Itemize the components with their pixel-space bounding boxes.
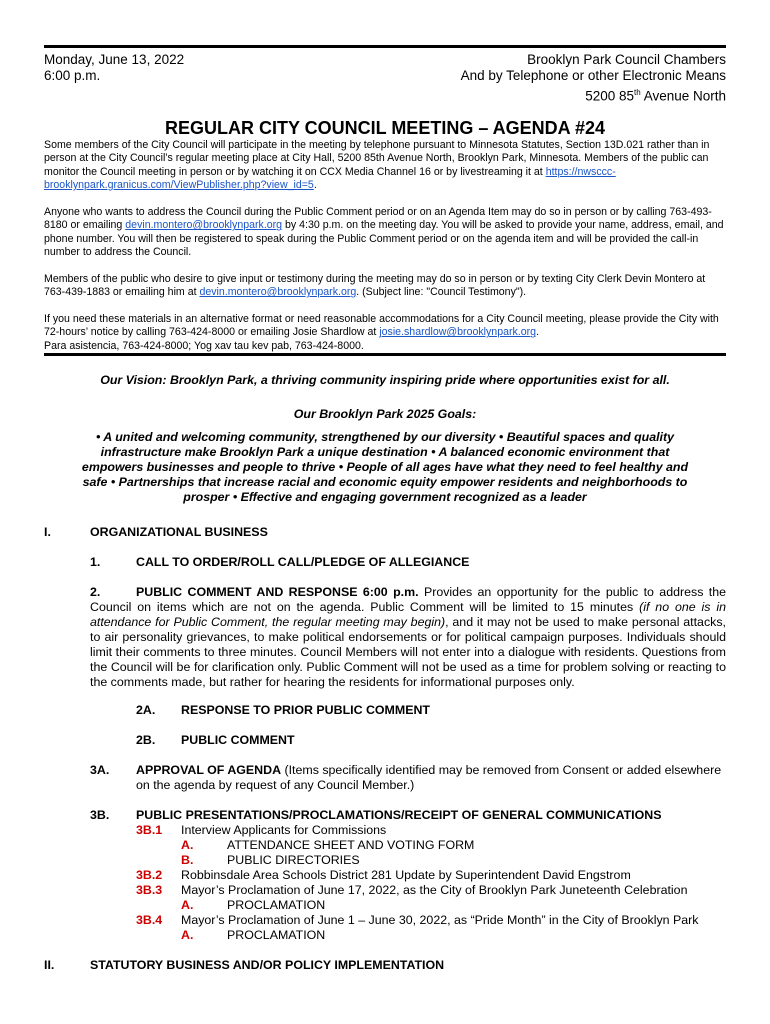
- page-title: REGULAR CITY COUNCIL MEETING – AGENDA #24: [164, 118, 606, 138]
- section-rule: [44, 353, 726, 356]
- item-approval-of-agenda: APPROVAL OF AGENDA (Items specifically identified may be removed from Consent or added elsewhere on the agenda by request of any Council Member.): [136, 763, 722, 792]
- email-link-josie[interactable]: josie.shardlow@brooklynpark.org: [379, 326, 537, 339]
- livestream-link[interactable]: https://nwsccc-brooklynpark.granicus.com/ViewPublisher.php?view_id=5: [44, 165, 616, 191]
- item-title-response: RESPONSE TO PRIOR PUBLIC COMMENT: [181, 703, 430, 717]
- sub-item-number: A.: [181, 928, 194, 942]
- section-title-statutory: STATUTORY BUSINESS AND/OR POLICY IMPLEMENTATION: [90, 958, 445, 972]
- meeting-location: Brooklyn Park Council Chambers: [527, 52, 726, 67]
- item-public-comment: 2. PUBLIC COMMENT AND RESPONSE 6:00 p.m. Provides an opportunity for the public to address the Council on items which are not on the agenda. Public Comment will be limited to 15 minutes (if no one is in attendance for Public Comment, the regular meeting may begin), and it may not be used to make personal attacks, to air personality grievances, to make political endorsements or for political campaign purposes. Individuals should limit their comments to three minutes. Council Members will not enter into a dialogue with residents. Questions from the Council will be for clarification only. Public Comment will not be used as a time for problem solving or reacting to the comments made, but rather for hearing the residents for informational purposes only.: [90, 585, 726, 689]
- meeting-address: 5200 85th Avenue North: [585, 88, 726, 104]
- item-number: 2A.: [136, 703, 156, 717]
- sub-item-number: 3B.2: [136, 868, 163, 882]
- sub-item-number: 3B.4: [136, 913, 163, 927]
- intro-paragraph-2: Anyone who wants to address the Council during the Public Comment period or on an Agenda Item may do so in person or by calling 763-493-8180 or emailing devin.montero@brooklynpark.org by 4:30 p.m. on the meeting day. You will be asked to provide your name, address, email, and phone number. You will then be registered to speak during the Public Comment period or on the agenda item and will be provided the call-in number to address the Council.: [44, 206, 724, 258]
- sub-item-number: 3B.3: [136, 883, 163, 897]
- sub-item-text: Mayor’s Proclamation of June 17, 2022, as the City of Brooklyn Park Juneteenth Celebration: [181, 883, 688, 897]
- goals-title: Our Brooklyn Park 2025 Goals:: [293, 407, 477, 421]
- sub-item-number: B.: [181, 853, 194, 867]
- goals-line: prosper • Effective and engaging government recognized as a leader: [183, 490, 587, 504]
- item-number: 2B.: [136, 733, 156, 747]
- item-title-public-comment: PUBLIC COMMENT: [181, 733, 295, 747]
- intro-paragraph-1: Some members of the City Council will participate in the meeting by telephone pursuant to Minnesota Statutes, Section 13D.021 rather than in person at the City Council’s regular meeting place at City Hall, 5200 85th Avenue North, Brooklyn Park, Minnesota. Members of the public can monitor the Council meeting in person or by watching it on CCX Media Channel 16 or by livestreaming it at https://nwsccc-brooklynpark.granicus.com/ViewPublisher.php?view_id=5.: [44, 139, 710, 191]
- item-number: 3B.: [90, 808, 110, 822]
- goals-line: empowers businesses and people to thrive • People of all ages have what they need to feel healthy and: [81, 460, 689, 474]
- meeting-location-remote: And by Telephone or other Electronic Means: [460, 68, 726, 83]
- sub-item-text: PROCLAMATION: [227, 928, 326, 942]
- sub-item-text: Robbinsdale Area Schools District 281 Update by Superintendent David Engstrom: [181, 868, 631, 882]
- top-rule: [44, 45, 726, 48]
- sub-item-text: Interview Applicants for Commissions: [181, 823, 387, 837]
- email-link-devin[interactable]: devin.montero@brooklynpark.org: [125, 219, 283, 232]
- meeting-time: 6:00 p.m.: [44, 68, 101, 83]
- intro-paragraph-4: If you need these materials in an alternative format or need reasonable accommodations for a City Council meeting, please provide the City with 72-hours’ notice by calling 763-424-8000 or emailing Josie Shardlow at josie.shardlow@brooklynpark.org. Para asistencia, 763-424-8000; Yog xav tau kev pab, 763-424-8000.: [44, 313, 719, 352]
- sub-item-number: A.: [181, 838, 194, 852]
- sub-item-text: PROCLAMATION: [227, 898, 326, 912]
- goals-list: [44, 430, 726, 505]
- section-number: II.: [44, 958, 55, 972]
- meeting-date: Monday, June 13, 2022: [44, 52, 185, 67]
- sub-item-number: A.: [181, 898, 194, 912]
- goals-line: safe • Partnerships that increase racial and economic equity empower residents and neighborhoods to: [82, 475, 688, 489]
- vision-statement: Our Vision: Brooklyn Park, a thriving community inspiring pride where opportunities exist for all.: [100, 373, 670, 387]
- goals-line: infrastructure make Brooklyn Park a unique destination • A balanced economic environment that: [100, 445, 670, 459]
- item-number: 1.: [90, 555, 101, 569]
- item-title-presentations: PUBLIC PRESENTATIONS/PROCLAMATIONS/RECEIPT OF GENERAL COMMUNICATIONS: [136, 808, 662, 822]
- section-title-organizational: ORGANIZATIONAL BUSINESS: [90, 525, 268, 539]
- sub-item-text: Mayor’s Proclamation of June 1 – June 30, 2022, as “Pride Month” in the City of Brooklyn Park: [181, 913, 699, 927]
- sub-item-number: 3B.1: [136, 823, 163, 837]
- item-title-call-to-order: CALL TO ORDER/ROLL CALL/PLEDGE OF ALLEGIANCE: [136, 555, 470, 569]
- goals-line: • A united and welcoming community, strengthened by our diversity • Beautiful spaces and quality: [95, 430, 675, 444]
- email-link-devin-testimony[interactable]: devin.montero@brooklynpark.org: [199, 286, 357, 299]
- item-number: 3A.: [90, 763, 110, 777]
- sub-item-text: ATTENDANCE SHEET AND VOTING FORM: [227, 838, 475, 852]
- sub-item-text: PUBLIC DIRECTORIES: [227, 853, 360, 867]
- intro-paragraph-3: Members of the public who desire to give input or testimony during the meeting may do so in person or by texting City Clerk Devin Montero at 763-439-1883 or emailing him at devin.montero@brooklynpark.org. (Subject line: "Council Testimony").: [44, 273, 706, 299]
- section-number: I.: [44, 525, 51, 539]
